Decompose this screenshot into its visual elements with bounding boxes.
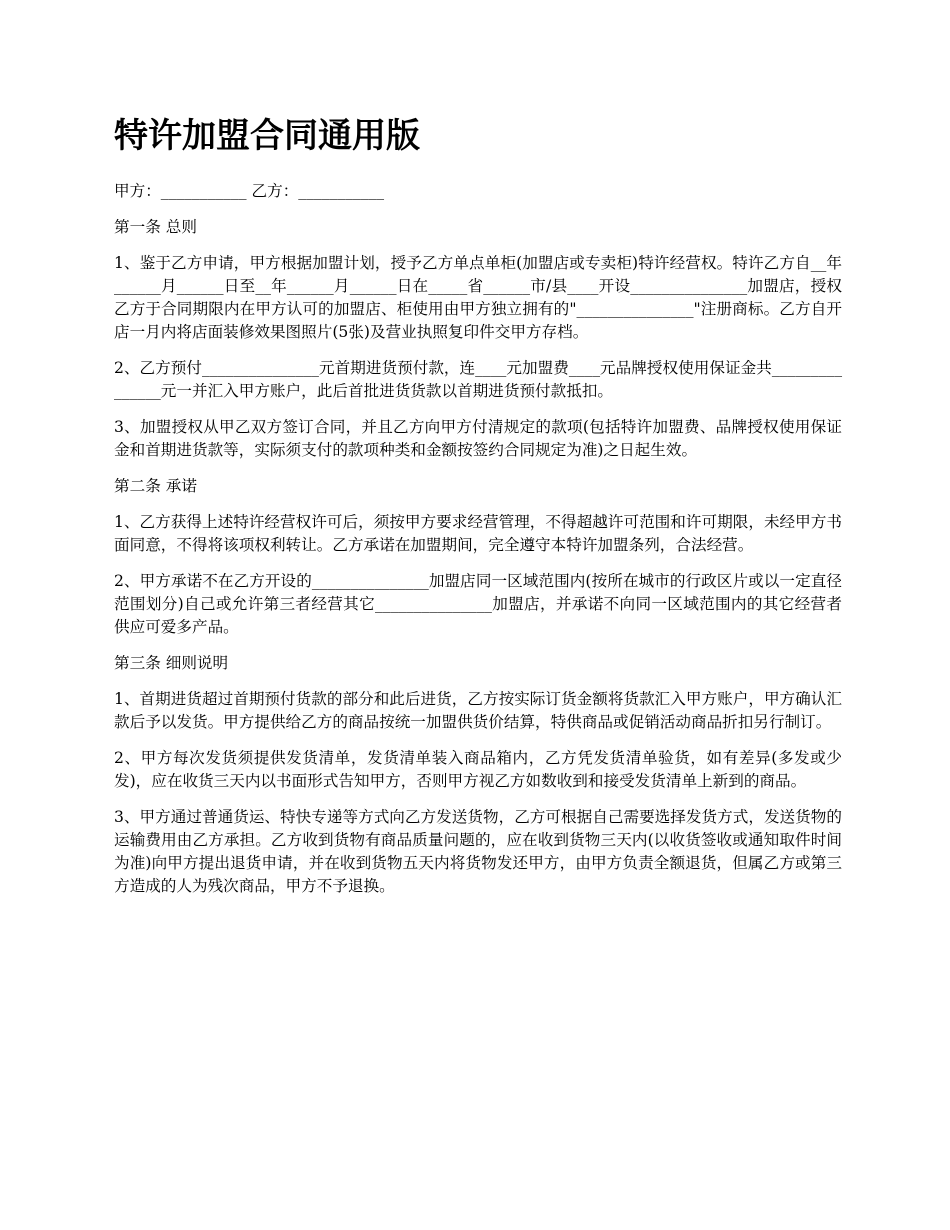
paragraph: 2、甲方每次发货须提供发货清单，发货清单装入商品箱内，乙方凭发货清单验货，如有差异(多发或少发)，应在收货三天内以书面形式告知甲方，否则甲方视乙方如数收到和接受发货清单上新到的商品。 [114,749,842,790]
paragraph: 2、乙方预付_______________元首期进货预付款，连____元加盟费____元品牌授权使用保证金共_______________元一并汇入甲方账户，此后首批进货货款以首期进货预付款抵扣。 [114,359,842,400]
section-heading: 第一条 总则 [114,218,197,236]
paragraph: 1、鉴于乙方申请，甲方根据加盟计划，授予乙方单点单柜(加盟店或专卖柜)特许经营权。特许乙方自__年______月______日至__年______月______日在_____省______市/县____开设_______________加盟店，授权乙方于合同期限内在甲方认可的加盟店、柜使用由甲方独立拥有的"_______________"注册商标。乙方自开店一月内将店面装修效果图照片(5张)及营业执照复印件交甲方存档。 [114,254,842,341]
parties-line: 甲方：___________ 乙方：___________ [114,182,385,200]
paragraph: 1、乙方获得上述特许经营权许可后，须按甲方要求经营管理，不得超越许可范围和许可期限，未经甲方书面同意，不得将该项权利转让。乙方承诺在加盟期间，完全遵守本特许加盟条列，合法经营。 [114,513,842,554]
document-title: 特许加盟合同通用版 [114,116,420,156]
paragraph: 3、加盟授权从甲乙双方签订合同，并且乙方向甲方付清规定的款项(包括特许加盟费、品牌授权使用保证金和首期进货款等，实际须支付的款项种类和金额按签约合同规定为准)之日起生效。 [114,418,842,459]
document-body [114,180,842,911]
paragraph: 3、甲方通过普通货运、特快专递等方式向乙方发送货物，乙方可根据自己需要选择发货方式，发送货物的运输费用由乙方承担。乙方收到货物有商品质量问题的，应在收到货物三天内(以收货签收或通知取件时间为准)向甲方提出退货申请，并在收到货物五天内将货物发还甲方，由甲方负责全额退货，但属乙方或第三方造成的人为残次商品，甲方不予退换。 [114,808,842,895]
section-heading: 第二条 承诺 [114,477,197,495]
paragraph: 2、甲方承诺不在乙方开设的_______________加盟店同一区域范围内(按所在城市的行政区片或以一定直径范围划分)自己或允许第三者经营其它_______________加盟店，并承诺不向同一区域范围内的其它经营者供应可爱多产品。 [114,572,842,636]
paragraph: 1、首期进货超过首期预付货款的部分和此后进货，乙方按实际订货金额将货款汇入甲方账户，甲方确认汇款后予以发货。甲方提供给乙方的商品按统一加盟供货价结算，特供商品或促销活动商品折扣另行制订。 [114,690,842,731]
section-heading: 第三条 细则说明 [114,654,229,672]
